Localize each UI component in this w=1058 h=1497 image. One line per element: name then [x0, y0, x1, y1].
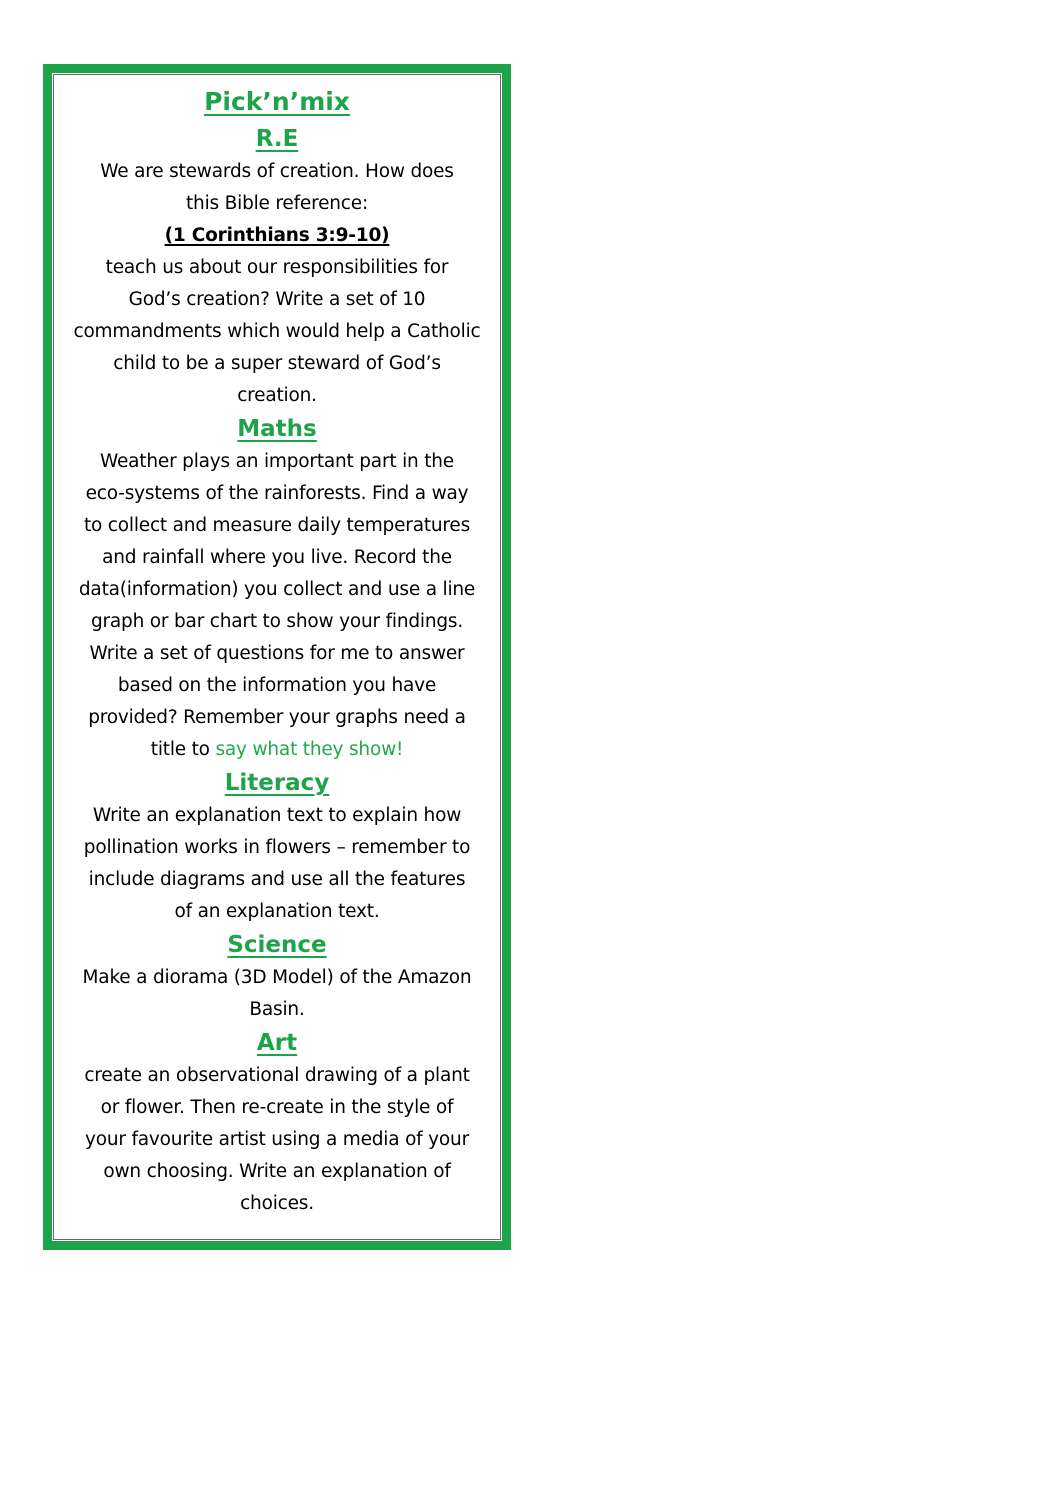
maths-highlight-text: say what they show!	[215, 739, 404, 760]
re-line: God’s creation? Write a set of 10	[128, 289, 426, 310]
literacy-line: pollination works in flowers – remember to	[83, 837, 471, 858]
art-line: own choosing. Write an explanation of	[103, 1161, 451, 1182]
re-line: this Bible reference:	[186, 193, 368, 214]
literacy-heading: Literacy	[224, 770, 330, 796]
art-heading: Art	[256, 1030, 298, 1056]
art-text	[60, 1060, 494, 1220]
card-content	[60, 82, 494, 1220]
maths-line: graph or bar chart to show your findings.	[90, 611, 464, 632]
science-line: Make a diorama (3D Model) of the Amazon	[82, 967, 472, 988]
maths-line: and rainfall where you live. Record the	[102, 547, 452, 568]
pick-n-mix-card	[43, 64, 511, 1250]
maths-line-prefix: title to	[150, 739, 216, 760]
re-line: We are stewards of creation. How does	[100, 161, 454, 182]
re-line: commandments which would help a Catholic	[73, 321, 481, 342]
science-heading: Science	[227, 932, 327, 958]
maths-line: Weather plays an important part in the	[99, 451, 454, 472]
maths-line: Write a set of questions for me to answer	[89, 643, 465, 664]
maths-line-last	[60, 734, 494, 766]
science-line: Basin.	[249, 999, 305, 1020]
art-line: your favourite artist using a media of your	[85, 1129, 469, 1150]
re-line: child to be a super steward of God’s	[113, 353, 441, 374]
bible-reference-text: (1 Corinthians 3:9-10)	[164, 225, 390, 246]
art-line: or flower. Then re-create in the style of	[100, 1097, 454, 1118]
literacy-line: include diagrams and use all the features	[88, 869, 466, 890]
re-line: teach us about our responsibilities for	[105, 257, 449, 278]
re-text	[60, 156, 494, 412]
maths-line: to collect and measure daily temperatures	[83, 515, 471, 536]
art-line: choices.	[240, 1193, 314, 1214]
maths-line: based on the information you have	[117, 675, 437, 696]
re-line: creation.	[237, 385, 317, 406]
art-line: create an observational drawing of a plant	[84, 1065, 470, 1086]
bible-reference	[60, 220, 494, 252]
maths-line: provided? Remember your graphs need a	[88, 707, 466, 728]
maths-line: data(information) you collect and use a line	[78, 579, 476, 600]
literacy-text	[60, 800, 494, 928]
re-heading: R.E	[255, 126, 299, 152]
literacy-line: of an explanation text.	[174, 901, 380, 922]
maths-heading: Maths	[237, 416, 317, 442]
science-text	[60, 962, 494, 1026]
maths-line: eco-systems of the rainforests. Find a way	[85, 483, 469, 504]
literacy-line: Write an explanation text to explain how	[92, 805, 462, 826]
maths-text	[60, 446, 494, 766]
card-title: Pick’n’mix	[204, 87, 350, 116]
